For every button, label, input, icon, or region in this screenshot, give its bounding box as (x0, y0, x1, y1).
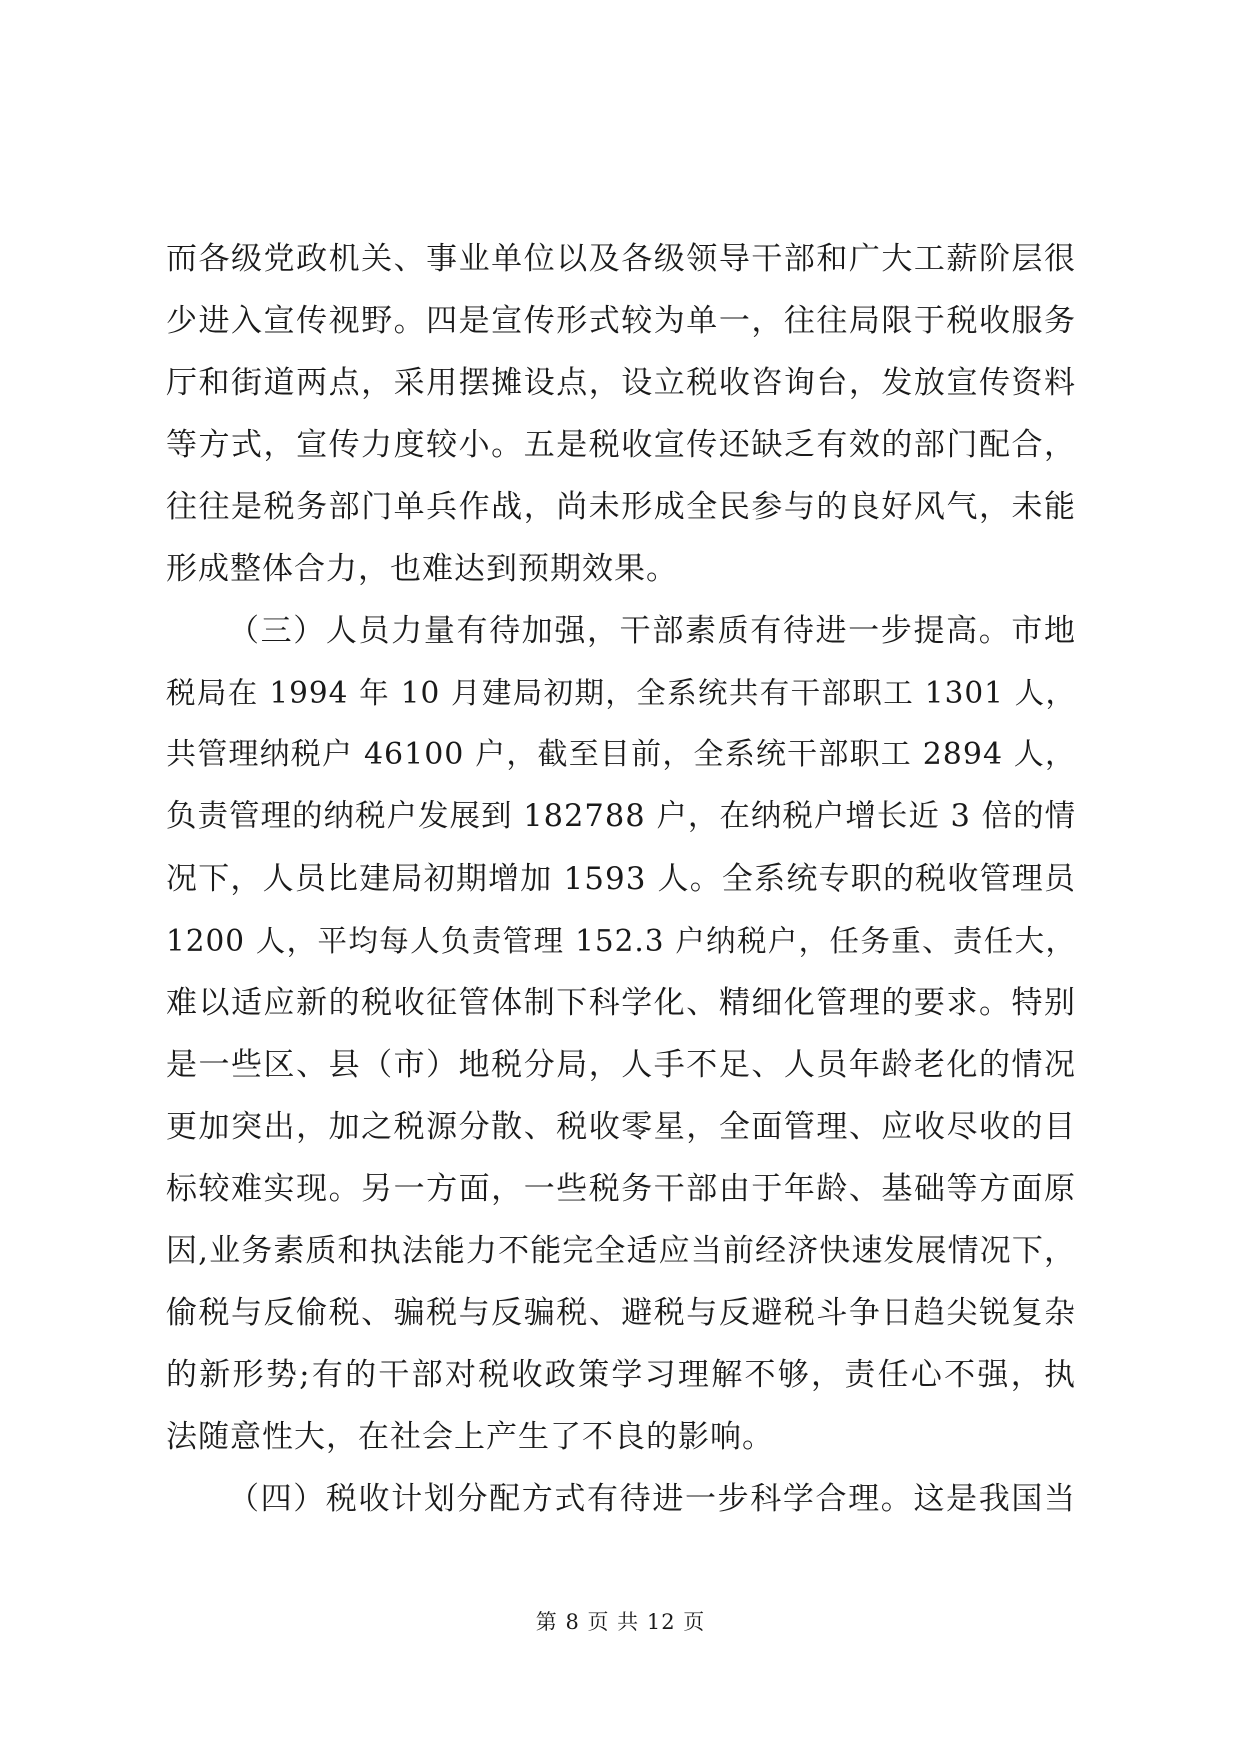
text-line: 负责管理的纳税户发展到 182788 户，在纳税户增长近 3 倍的情 (166, 799, 1077, 834)
text-line: 共管理纳税户 46100 户，截至目前，全系统干部职工 2894 人， (166, 737, 1076, 772)
text-line: 更加突出，加之税源分散、税收零星，全面管理、应收尽收的目 (166, 1109, 1076, 1145)
page-footer: 第 8 页 共 12 页 (535, 1610, 706, 1634)
text-line: 况下，人员比建局初期增加 1593 人。全系统专职的税收管理员 (166, 861, 1076, 897)
section-heading-line: （三）人员力量有待加强，干部素质有待进一步提高。市地 (228, 613, 1076, 649)
text-line: 厅和街道两点，采用摆摊设点，设立税收咨询台，发放宣传资料 (166, 365, 1076, 401)
text-line: 少进入宣传视野。四是宣传形式较为单一，往往局限于税收服务 (166, 303, 1076, 339)
text-line: 形成整体合力，也难达到预期效果。 (166, 551, 678, 587)
text-line: 往往是税务部门单兵作战，尚未形成全民参与的良好风气，未能 (166, 489, 1076, 525)
text-line: 而各级党政机关、事业单位以及各级领导干部和广大工薪阶层很 (166, 241, 1076, 277)
text-line: 标较难实现。另一方面，一些税务干部由于年龄、基础等方面原 (166, 1171, 1076, 1207)
text-line: 1200 人，平均每人负责管理 152.3 户纳税户，任务重、责任大， (166, 924, 1076, 958)
text-line: 法随意性大，在社会上产生了不良的影响。 (166, 1419, 774, 1455)
body-text (166, 228, 1076, 1530)
text-line: 因,业务素质和执法能力不能完全适应当前经济快速发展情况下， (166, 1233, 1076, 1269)
section-heading-line: （四）税收计划分配方式有待进一步科学合理。这是我国当 (228, 1481, 1076, 1517)
text-line: 偷税与反偷税、骗税与反骗税、避税与反避税斗争日趋尖锐复杂 (166, 1295, 1076, 1331)
text-line: 是一些区、县（市）地税分局，人手不足、人员年龄老化的情况 (166, 1047, 1076, 1083)
text-line: 难以适应新的税收征管体制下科学化、精细化管理的要求。特别 (166, 985, 1076, 1021)
text-line: 的新形势;有的干部对税收政策学习理解不够，责任心不强，执 (166, 1357, 1076, 1393)
text-line: 等方式，宣传力度较小。五是税收宣传还缺乏有效的部门配合， (166, 427, 1076, 463)
text-line: 税局在 1994 年 10 月建局初期，全系统共有干部职工 1301 人， (166, 676, 1076, 710)
